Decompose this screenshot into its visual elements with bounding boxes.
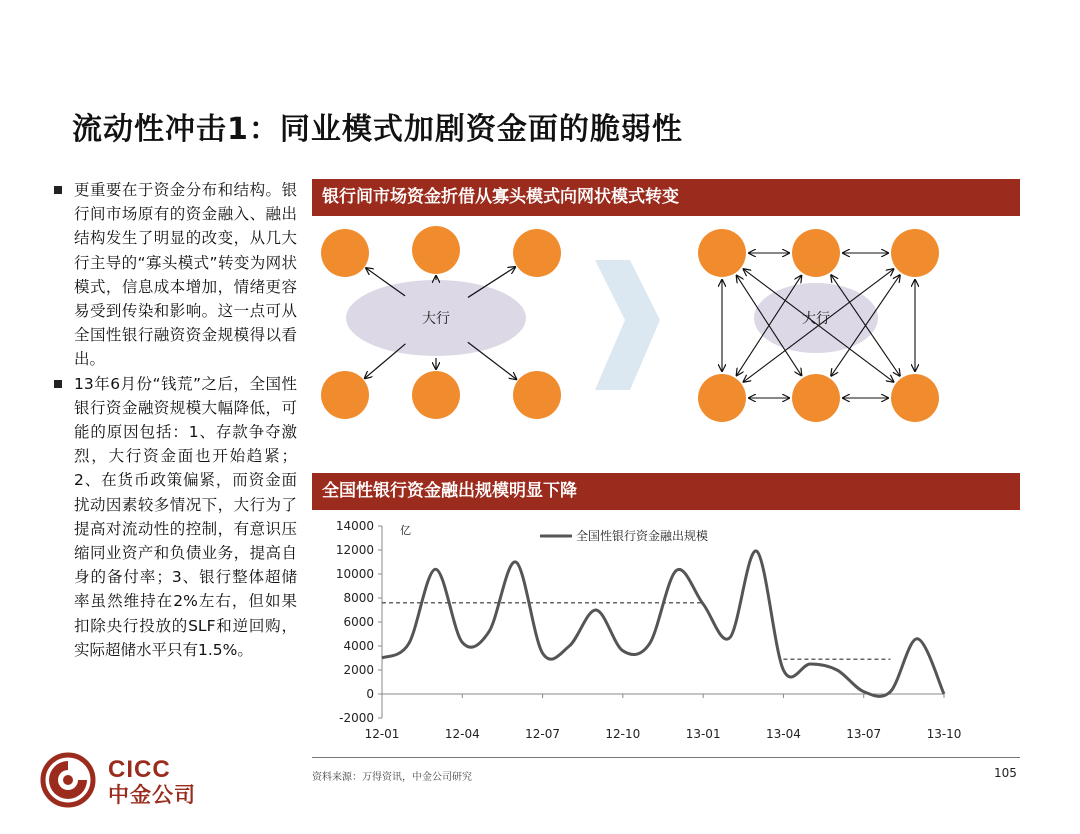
page-title: 流动性冲击1：同业模式加剧资金面的脆弱性 (72, 112, 683, 147)
network-diagram (312, 220, 1020, 430)
bullet-text: 13年6月份“钱荒”之后，全国性银行资金融资规模大幅降低，可能的原因包括：1、存款争夺激烈，大行资金面也开始趋紧；2、在货币政策偏紧，而资金面扰动因素较多情况下，大行为了提高对流动性的控制，有意识压缩同业资产和负债业务，提高自身的备付率；3、银行整体超储率虽然维持在2%左右，但如果扣除央行投放的SLF和逆回购，实际超储水平只有1.5%。 (74, 374, 297, 659)
oligopoly-model-diagram (321, 226, 561, 419)
y-tick-label: 14000 (335, 519, 374, 533)
bullet-square-icon (54, 380, 62, 388)
y-tick-label: 12000 (335, 543, 374, 557)
x-tick-label: 12-07 (525, 727, 561, 741)
bullet-text: 更重要在于资金分布和结构。银行间市场原有的资金融入、融出结构发生了明显的改变，从几大行主导的“寡头模式”转变为网状模式，信息成本增加，情绪更容易受到传染和影响。这一点可从全国性银行融资资金规模得以看出。 (74, 181, 297, 369)
logo-text-cn: 中金公司 (108, 783, 196, 807)
y-tick-label: 2000 (343, 663, 374, 677)
source-note: 资料来源：万得资讯，中金公司研究 (312, 772, 472, 783)
big-bank-label: 大行 (802, 311, 830, 327)
transition-arrow-icon (595, 260, 660, 390)
legend-label: 全国性银行资金融出规模 (576, 529, 709, 543)
cicc-logo-icon (40, 752, 102, 808)
x-tick-label: 13-01 (685, 727, 721, 741)
bank-node (792, 229, 840, 277)
y-tick-label: -2000 (339, 711, 374, 725)
bullet-list (52, 178, 297, 662)
series-line (382, 551, 944, 696)
network-model-diagram (698, 229, 939, 422)
bank-node (698, 374, 746, 422)
bullet-square-icon (54, 186, 62, 194)
bank-node (891, 229, 939, 277)
x-tick-label: 12-10 (605, 727, 641, 741)
bank-node (321, 229, 369, 277)
bank-node (412, 226, 460, 274)
x-tick-label: 13-04 (765, 727, 801, 741)
big-bank-label: 大行 (422, 311, 450, 327)
bank-node (792, 374, 840, 422)
logo-text-en: CICC (108, 756, 171, 783)
y-tick-label: 0 (366, 687, 374, 701)
funding-line-chart (320, 512, 980, 757)
y-tick-label: 6000 (343, 615, 374, 629)
diagram-banner: 银行间市场资金折借从寡头模式向网状模式转变 (312, 179, 1020, 216)
bank-node (513, 229, 561, 277)
y-tick-label: 8000 (343, 591, 374, 605)
bank-node (412, 371, 460, 419)
bullet-item-2 (52, 372, 297, 662)
bank-node (513, 371, 561, 419)
page-number: 105 (994, 766, 1017, 780)
y-tick-label: 10000 (335, 567, 374, 581)
unit-label: 亿 (400, 524, 411, 537)
y-tick-label: 4000 (343, 639, 374, 653)
bank-node (891, 374, 939, 422)
x-tick-label: 12-01 (364, 727, 400, 741)
bank-node (698, 229, 746, 277)
x-tick-label: 13-10 (926, 727, 962, 741)
x-tick-label: 12-04 (444, 727, 480, 741)
footer-divider (312, 757, 1020, 758)
bank-node (321, 371, 369, 419)
bullet-item-1 (52, 178, 297, 372)
arrow-line (468, 342, 517, 379)
x-tick-label: 13-07 (846, 727, 882, 741)
chart-banner: 全国性银行资金融出规模明显下降 (312, 473, 1020, 510)
